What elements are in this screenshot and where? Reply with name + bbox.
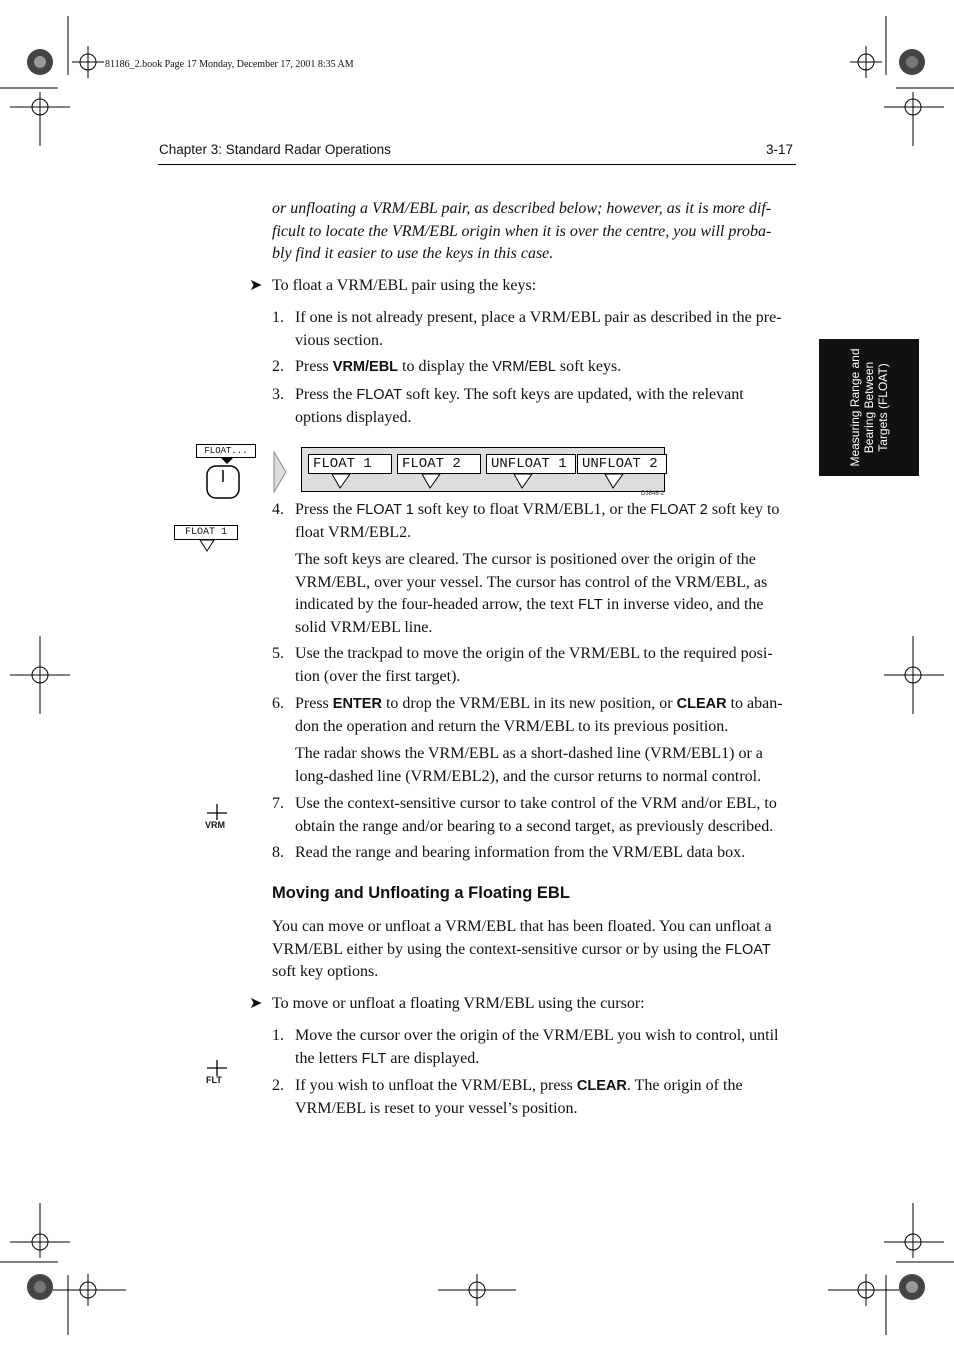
procedure-title: To float a VRM/EBL pair using the keys: (272, 277, 537, 294)
step-2: 2. Press VRM/EBL to display the VRM/EBL soft keys. (272, 358, 622, 375)
vrm-cursor-icon: VRM (205, 820, 225, 830)
float1-softkey-icon: FLOAT 1 (174, 525, 240, 555)
section-thumb-tab (819, 339, 919, 476)
softkey-tab-arrow-icon (196, 444, 258, 504)
intro-paragraph: or unfloating a VRM/EBL pair, as described below; however, as it is more dif- ficult to locate the VRM/EBL origin when it is over the centre, you will proba- bly find it easier to use the keys in this case. (272, 200, 772, 262)
section-paragraph: You can move or unfloat a VRM/EBL that has been floated. You can unfloat a VRM/EBL either by using the context-sensitive cursor or by using the FLOAT soft key options. (272, 918, 772, 980)
softkey-pointer-icon (272, 450, 288, 494)
key-enter: ENTER (332, 696, 382, 712)
procedure-bullet-arrow: ➤ (249, 995, 263, 1012)
procedure-bullet-arrow: ➤ (249, 277, 263, 294)
header-rule (158, 164, 796, 165)
procedure-title: To move or unfloat a floating VRM/EBL using the cursor: (272, 995, 645, 1012)
step-1: 1. If one is not already present, place a VRM/EBL pair as described in the pre- vious section. (272, 309, 782, 349)
step-6: 6. Press ENTER to drop the VRM/EBL in its new position, or CLEAR to aban- don the operation and return the VRM/EBL to its previous position. (272, 695, 783, 735)
step-3: 3. Press the FLOAT soft key. The soft keys are updated, with the relevant options displayed. (272, 386, 744, 426)
section-heading: Moving and Unfloating a Floating EBL (272, 884, 570, 902)
key-clear: CLEAR (676, 696, 727, 712)
step-8: 8. Read the range and bearing information from the VRM/EBL data box. (272, 844, 746, 861)
figure-id: D3646-2 (641, 491, 665, 497)
key-vrm-ebl: VRM/EBL (332, 359, 399, 375)
tab-line-3: Targets (FLOAT) (876, 363, 890, 452)
cursor-step-2: 2. If you wish to unfloat the VRM/EBL, press CLEAR. The origin of the VRM/EBL is reset to your vessel’s position. (272, 1077, 743, 1117)
step-7: 7. Use the context-sensitive cursor to take control of the VRM and/or EBL, to obtain the range and/or bearing to a second target, as previously described. (272, 795, 777, 835)
print-slug: 81186_2.book Page 17 Monday, December 17, 2001 8:35 AM (105, 59, 354, 70)
running-header-chapter: Chapter 3: Standard Radar Operations (159, 142, 391, 157)
tab-line-2: Bearing Between (862, 361, 876, 454)
softkey-float-1[interactable]: FLOAT 1 (308, 454, 392, 474)
tab-line-1: Measuring Range and (848, 348, 862, 467)
step-6-explanation: The radar shows the VRM/EBL as a short-dashed line (VRM/EBL1) or a long-dashed line (VRM/EBL2), and the cursor returns to normal control. (295, 745, 763, 785)
softkey-float-2[interactable]: FLOAT 2 (397, 454, 481, 474)
softkey-ref-float: FLOAT (356, 387, 402, 403)
flt-cursor-icon: FLT (206, 1075, 222, 1085)
step-4-explanation: The soft keys are cleared. The cursor is positioned over the origin of the VRM/EBL, over your vessel. The cursor has control of the VRM/EBL, as indicated by the four-headed arrow, the text FLT in inverse video, and the solid VRM/EBL line. (295, 551, 768, 636)
softkey-unfloat-2[interactable]: UNFLOAT 2 (577, 454, 667, 474)
step-4: 4. Press the FLOAT 1 soft key to float VRM/EBL1, or the FLOAT 2 soft key to float VRM/EBL2. (272, 501, 780, 541)
softkey-unfloat-1[interactable]: UNFLOAT 1 (486, 454, 576, 474)
float-menu-softkey-icon: FLOAT... (196, 444, 258, 504)
key-clear: CLEAR (576, 1078, 627, 1094)
softkey-bar (301, 447, 665, 492)
step-5: 5. Use the trackpad to move the origin of the VRM/EBL to the required posi- tion (over the first target). (272, 645, 773, 685)
cursor-step-1: 1. Move the cursor over the origin of the VRM/EBL you wish to control, until the letters FLT are displayed. (272, 1027, 779, 1067)
page-number: 3-17 (766, 142, 794, 157)
softkey-ref-vrm-ebl: VRM/EBL (492, 359, 556, 375)
